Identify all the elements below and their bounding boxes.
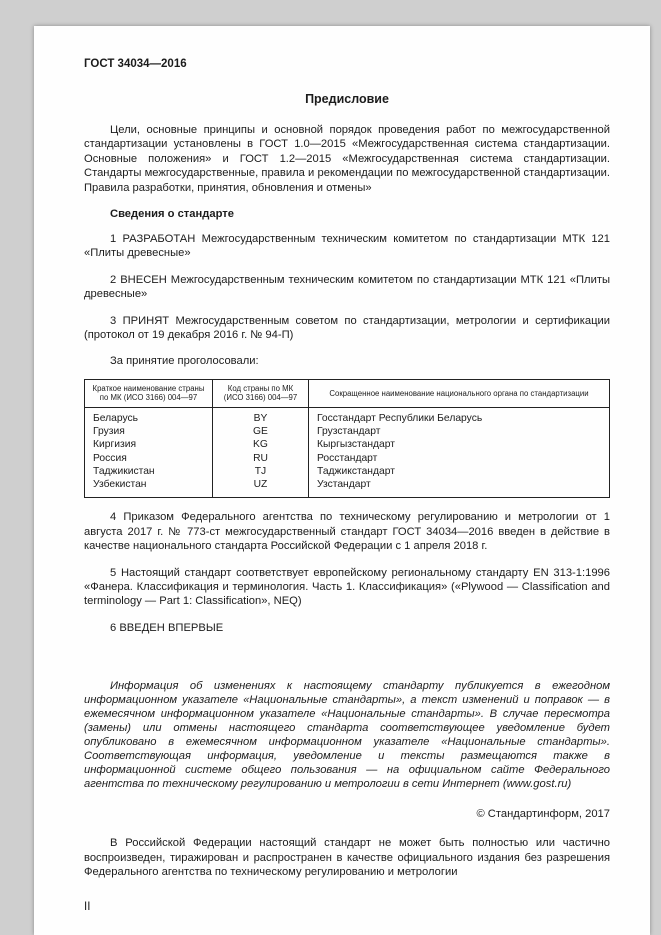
cell-code: GE bbox=[213, 425, 309, 438]
cell-org: Госстандарт Республики Беларусь bbox=[309, 408, 610, 426]
table-row bbox=[85, 425, 610, 438]
cell-org: Таджикстандарт bbox=[309, 465, 610, 478]
cell-org: Кыргызстандарт bbox=[309, 438, 610, 451]
item-order: 4 Приказом Федерального агентства по техническому регулированию и метрологии от 1 августа 2017 г. № 773-ст межгосударственный стандарт ГОСТ 34034—2016 введен в действие в качестве национального стандарта Российской Федерации с 1 апреля 2018 г. bbox=[84, 511, 610, 553]
col-header-code: Код страны по МК (ИСО 3166) 004—97 bbox=[213, 379, 309, 407]
table-row bbox=[85, 465, 610, 478]
document-page bbox=[34, 26, 650, 935]
cell-country: Киргизия bbox=[85, 438, 213, 451]
cell-country: Узбекистан bbox=[85, 478, 213, 498]
cell-code: BY bbox=[213, 408, 309, 426]
cell-country: Россия bbox=[85, 452, 213, 465]
table-row bbox=[85, 478, 610, 498]
copyright-line: © Стандартинформ, 2017 bbox=[476, 808, 610, 821]
col-header-org: Сокращенное наименование национального органа по стандартизации bbox=[309, 379, 610, 407]
cell-code: RU bbox=[213, 452, 309, 465]
table-row bbox=[85, 452, 610, 465]
cell-code: UZ bbox=[213, 478, 309, 498]
col-header-country: Краткое наименование страны по МК (ИСО 3166) 004—97 bbox=[85, 379, 213, 407]
cell-code: TJ bbox=[213, 465, 309, 478]
cell-org: Росстандарт bbox=[309, 452, 610, 465]
item-developed: 1 РАЗРАБОТАН Межгосударственным техническим комитетом по стандартизации МТК 121 «Плиты древесные» bbox=[84, 233, 610, 260]
item-adopted: 3 ПРИНЯТ Межгосударственным советом по стандартизации, метрологии и сертификации (протокол от 19 декабря 2016 г. № 94-П) bbox=[84, 314, 610, 342]
voting-intro: За принятие проголосовали: bbox=[110, 355, 259, 368]
cell-org: Грузстандарт bbox=[309, 425, 610, 438]
table-row bbox=[85, 438, 610, 451]
cell-org: Узстандарт bbox=[309, 478, 610, 498]
table-header-row bbox=[85, 379, 610, 407]
cell-country: Грузия bbox=[85, 425, 213, 438]
item-equivalence: 5 Настоящий стандарт соответствует европейскому региональному стандарту EN 313-1:1996 «Фанера. Классификация и терминология. Часть 1. Классификация» («Plywood — Classification and terminology — Part 1: Classification», NEQ) bbox=[84, 566, 610, 608]
cell-code: KG bbox=[213, 438, 309, 451]
changes-note: Информация об изменениях к настоящему стандарту публикуется в ежегодном информационном указателе «Национальные стандарты», а текст изменений и поправок — в ежемесячном информационном указателе «Национальные стандарты». В случае пересмотра (замены) или отмены настоящего стандарта соответствующее уведомление будет опубликовано в ежемесячном информационном указателе «Национальные стандарты». Соответствующая информация, уведомление и тексты размещаются также в информационной системе общего пользования — на официальном сайте Федерального агентства по техническому регулированию и метрологии в сети Интернет (www.gost.ru) bbox=[84, 680, 610, 791]
page-title: Предисловие bbox=[305, 92, 389, 106]
doc-code: ГОСТ 34034—2016 bbox=[84, 58, 187, 70]
item-submitted: 2 ВНЕСЕН Межгосударственным техническим комитетом по стандартизации МТК 121 «Плиты древесные» bbox=[84, 273, 610, 301]
cell-country: Беларусь bbox=[85, 408, 213, 426]
about-standard-heading: Сведения о стандарте bbox=[110, 208, 234, 221]
voting-table bbox=[84, 379, 610, 498]
cell-country: Таджикистан bbox=[85, 465, 213, 478]
intro-paragraph: Цели, основные принципы и основной порядок проведения работ по межгосударственной стандартизации установлены в ГОСТ 1.0—2015 «Межгосударственная система стандартизации. Основные положения» и ГОСТ 1.2—2015 «Межгосударственная система стандартизации. Стандарты межгосударственные, правила и рекомендации по межгосударственной стандартизации. Правила разработки, принятия, обновления и отмены» bbox=[84, 124, 610, 194]
reproduction-restriction: В Российской Федерации настоящий стандарт не может быть полностью или частично воспроизведен, тиражирован и распространен в качестве официального издания без разрешения Федерального агентства по техническому регулированию и метрологии bbox=[84, 837, 610, 878]
page-number: II bbox=[84, 901, 91, 914]
table-row bbox=[85, 408, 610, 426]
item-first-edition: 6 ВВЕДЕН ВПЕРВЫЕ bbox=[110, 621, 224, 634]
